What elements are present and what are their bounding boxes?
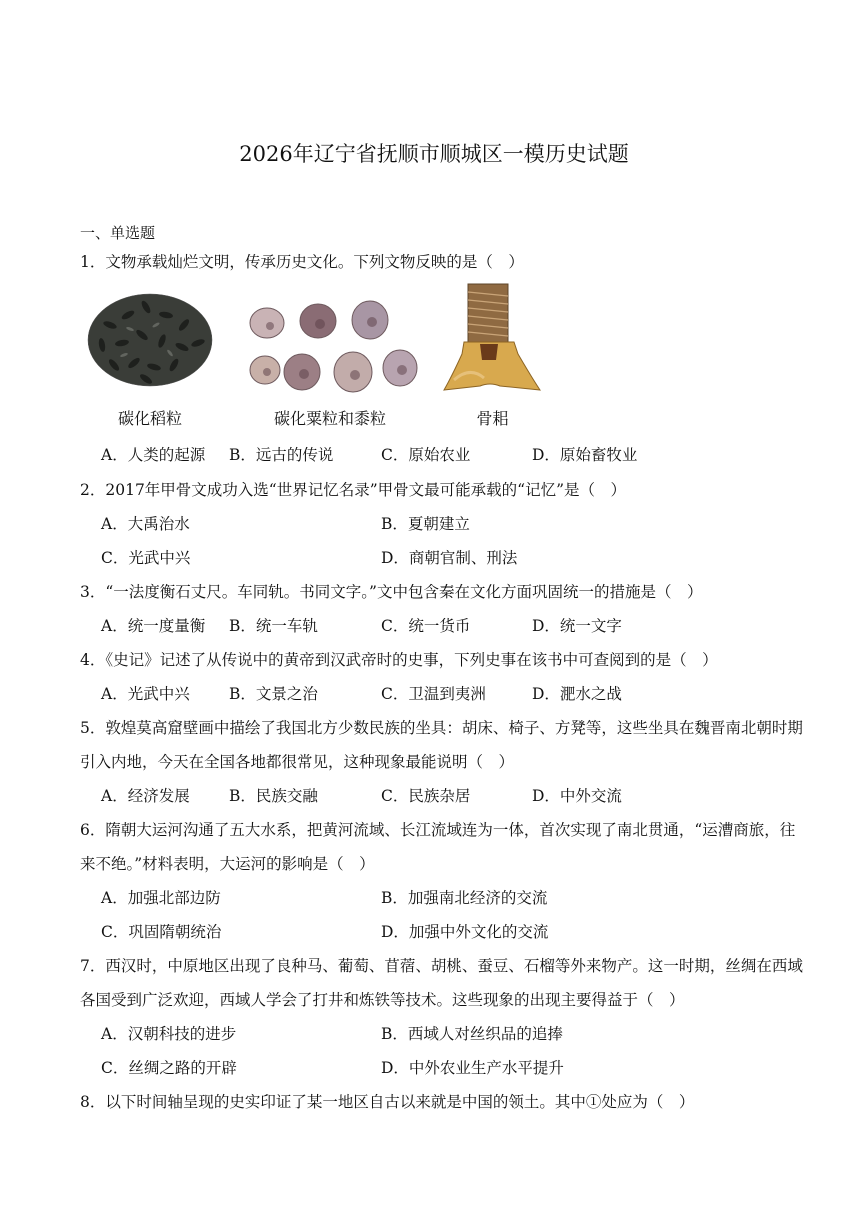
figure-caption-rice: 碳化稻粒: [117, 409, 182, 428]
question-2-stem: 2．2017年甲骨文成功入选“世界记忆名录”甲骨文最可能承载的“记忆”是（ ）: [80, 481, 627, 499]
question-5-stem-line1: 5．敦煌莫高窟壁画中描绘了我国北方少数民族的坐具：胡床、椅子、方凳等，这些坐具在魏晋南北朝时期: [80, 719, 803, 737]
q3-option-a[interactable]: A．统一度量衡: [101, 617, 206, 635]
q4-option-b[interactable]: B．文景之治: [229, 685, 318, 703]
q2-option-d[interactable]: D．商朝官制、刑法: [381, 549, 518, 567]
question-6-stem-line1: 6．隋朝大运河沟通了五大水系，把黄河流域、长江流域连为一体，首次实现了南北贯通，“运漕商旅，往: [80, 821, 796, 839]
q6-option-a[interactable]: A．加强北部边防: [101, 889, 221, 907]
question-7-stem-line1: 7．西汉时，中原地区出现了良种马、葡萄、苜蓿、胡桃、蚕豆、石榴等外来物产。这一时期，丝绸在西域: [80, 957, 803, 975]
figure-caption-bone-spade: 骨耜: [476, 409, 509, 428]
q1-option-b[interactable]: B．远古的传说: [229, 446, 334, 464]
figure-caption-millet: 碳化粟粒和黍粒: [273, 409, 386, 428]
q2-option-b[interactable]: B．夏朝建立: [381, 515, 470, 533]
question-8-stem: 8．以下时间轴呈现的史实印证了某一地区自古以来就是中国的领土。其中①处应为（ ）: [80, 1093, 695, 1111]
q5-option-b[interactable]: B．民族交融: [229, 787, 318, 805]
q6-option-d[interactable]: D．加强中外文化的交流: [381, 923, 549, 941]
q7-option-d[interactable]: D．中外农业生产水平提升: [381, 1059, 564, 1077]
bone-spade-image: [440, 282, 545, 397]
carbonized-millet-image: [240, 298, 420, 398]
question-1-stem: 1．文物承载灿烂文明，传承历史文化。下列文物反映的是（ ）: [80, 253, 524, 271]
q5-option-d[interactable]: D．中外交流: [532, 787, 622, 805]
question-7-stem-line2: 各国受到广泛欢迎，西域人学会了打井和炼铁等技术。这些现象的出现主要得益于（ ）: [80, 991, 685, 1009]
q3-option-d[interactable]: D．统一文字: [532, 617, 622, 635]
q2-option-c[interactable]: C．光武中兴: [101, 549, 191, 567]
q7-option-a[interactable]: A．汉朝科技的进步: [101, 1025, 237, 1043]
q1-option-c[interactable]: C．原始农业: [381, 446, 471, 464]
q7-option-c[interactable]: C．丝绸之路的开辟: [101, 1059, 237, 1077]
q1-option-d[interactable]: D．原始畜牧业: [532, 446, 638, 464]
q5-option-a[interactable]: A．经济发展: [101, 787, 190, 805]
q3-option-b[interactable]: B．统一车轨: [229, 617, 318, 635]
q4-option-a[interactable]: A．光武中兴: [101, 685, 190, 703]
question-6-stem-line2: 来不绝。”材料表明，大运河的影响是（ ）: [80, 855, 375, 873]
question-3-stem: 3．“一法度衡石丈尺。车同轨。书同文字。”文中包含秦在文化方面巩固统一的措施是（ ）: [80, 583, 703, 601]
q7-option-b[interactable]: B．西域人对丝织品的追捧: [381, 1025, 563, 1043]
q2-option-a[interactable]: A．大禹治水: [101, 515, 190, 533]
page-title: 2026年辽宁省抚顺市顺城区一模历史试题: [239, 142, 629, 166]
carbonized-rice-image: [80, 285, 220, 395]
question-5-stem-line2: 引入内地，今天在全国各地都很常见，这种现象最能说明（ ）: [80, 753, 515, 771]
question-4-stem: 4．《史记》记述了从传说中的黄帝到汉武帝时的史事，下列史事在该书中可查阅到的是（ ）: [80, 651, 718, 669]
q6-option-c[interactable]: C．巩固隋朝统治: [101, 923, 222, 941]
q1-option-a[interactable]: A．人类的起源: [101, 446, 206, 464]
q3-option-c[interactable]: C．统一货币: [381, 617, 471, 635]
section-heading: 一、单选题: [80, 224, 156, 242]
q4-option-c[interactable]: C．卫温到夷洲: [381, 685, 486, 703]
q4-option-d[interactable]: D．淝水之战: [532, 685, 622, 703]
q5-option-c[interactable]: C．民族杂居: [381, 787, 471, 805]
q6-option-b[interactable]: B．加强南北经济的交流: [381, 889, 548, 907]
